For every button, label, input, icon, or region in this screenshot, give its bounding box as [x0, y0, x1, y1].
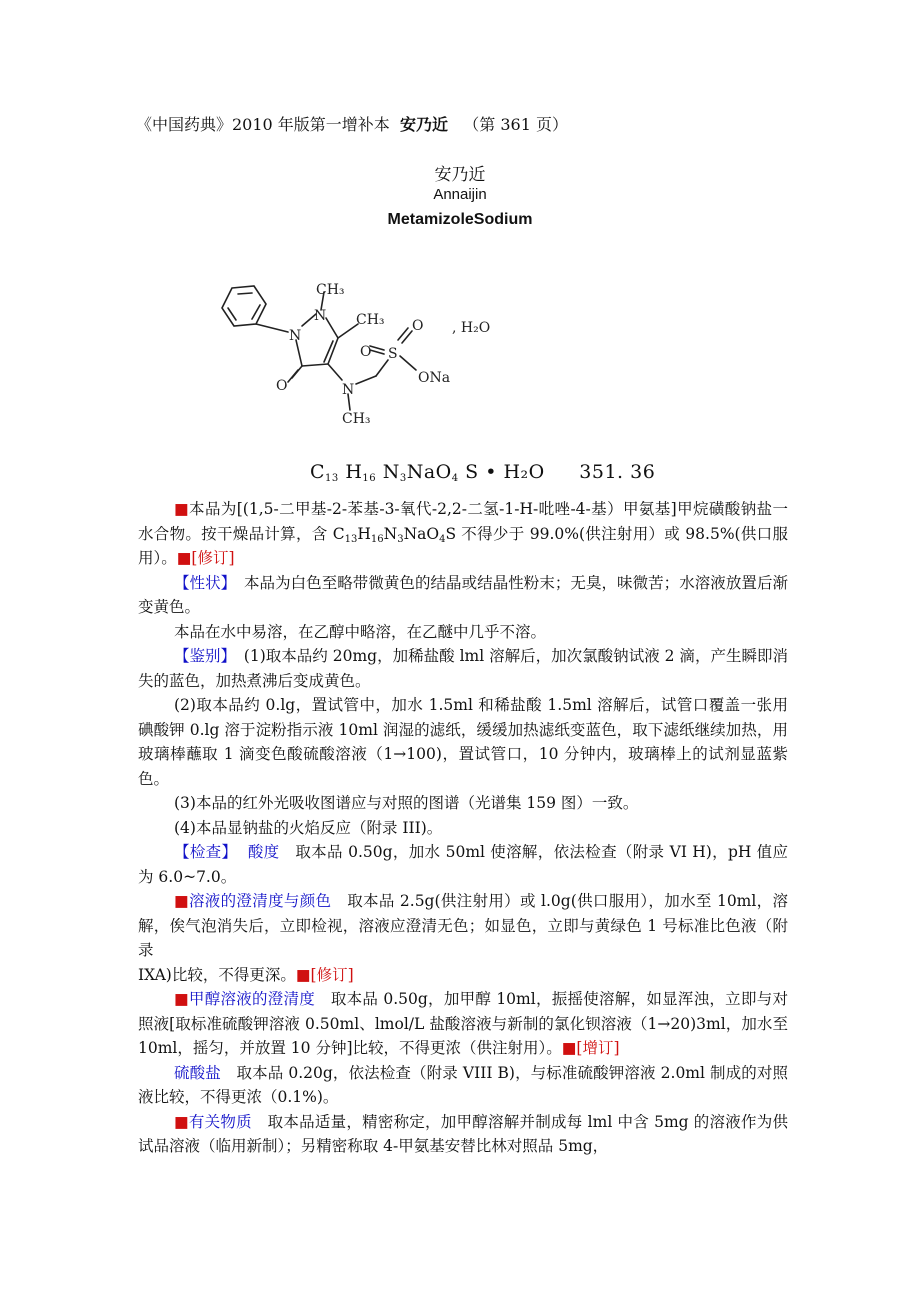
- solubility-paragraph: 本品在水中易溶，在乙醇中略溶，在乙醚中几乎不溶。: [174, 622, 547, 641]
- revision-tag: [修订]: [191, 549, 235, 567]
- molecular-weight: 351. 36: [579, 461, 656, 483]
- jianbie-paragraph-1: [138, 644, 788, 693]
- def-h: H: [357, 524, 371, 543]
- youguan-paragraph: [138, 1110, 788, 1159]
- jiancha-paragraph: [138, 840, 788, 889]
- def-na: NaO: [403, 524, 440, 543]
- chengqing-continuation: [138, 963, 788, 988]
- jianbie-paragraph-2: (2)取本品约 0.lg，置试管中，加水 1.5ml 和稀盐酸 1.5ml 溶解后，试管口覆盖一张用碘酸钾 0.lg 溶于淀粉指示液 10ml 润湿的滤纸，缓缓加热滤纸变蓝色，取下滤纸继续加热，用玻璃棒蘸取 1 滴变色酸硫酸溶液（1→100)，置试管口，10 分钟内，玻璃棒上的试剂显蓝紫色。: [138, 696, 788, 788]
- sulfonyl-o-top-label: O: [412, 318, 424, 334]
- marker-icon: ■: [174, 500, 190, 518]
- subsection-label-liusuanyan: 硫酸盐: [174, 1063, 221, 1082]
- section-label-jiancha: 【检查】: [174, 843, 238, 861]
- formula-s-h2o: S • H₂O: [465, 461, 545, 483]
- liusuanyan-paragraph: [138, 1061, 788, 1110]
- methyl-ring-label: CH₃: [356, 312, 385, 328]
- methyl-top-label: CH₃: [316, 282, 345, 298]
- def-o-sub: 4: [439, 533, 446, 545]
- marker-icon: ■: [295, 965, 311, 984]
- chengqing-text-b: IXA)比较，不得更深。: [138, 965, 296, 984]
- n1-label: N: [314, 308, 327, 324]
- amine-n-label: N: [342, 382, 355, 398]
- formula-n-sub: 3: [399, 473, 407, 484]
- oxo-label: O: [276, 378, 288, 394]
- header-source: 《中国药典》2010 年版第一增补本: [136, 115, 390, 134]
- revision-tag: [修订]: [310, 965, 354, 984]
- header-drug-name: 安乃近: [399, 115, 448, 134]
- formula-o-sub: 4: [451, 473, 459, 484]
- jiachun-text: 取本品 0.50g，加甲醇 10ml，振摇使溶解，如显浑浊，立即与对照液[取标准硫酸钾溶液 0.50ml、lmol/L 盐酸溶液与新制的氯化钡溶液（1→20)3ml，加水至 10ml，摇匀，并放置 10 分钟]比较，不得更浓（供注射用）。: [138, 990, 788, 1057]
- section-label-jianbie: 【鉴别】: [174, 647, 229, 665]
- formula-n: N: [382, 461, 400, 483]
- formula-h: H: [345, 461, 363, 483]
- marker-icon: ■: [174, 990, 189, 1008]
- formula-c-sub: 13: [325, 473, 339, 484]
- subsection-label-suandu: 酸度: [247, 843, 280, 861]
- jiachun-paragraph: [138, 987, 788, 1061]
- marker-icon: ■: [561, 1039, 577, 1057]
- def-n: N: [383, 524, 398, 543]
- def-h-sub: 16: [370, 533, 384, 545]
- n2-label: N: [289, 328, 302, 344]
- formula-h-sub: 16: [362, 473, 377, 484]
- ona-label: ONa: [418, 370, 451, 386]
- youguan-text: 取本品适量，精密称定，加甲醇溶解并制成每 lml 中含 5mg 的溶液作为供试品溶液（临用新制）；另精密称取 4-甲氨基安替比林对照品 5mg，: [138, 1112, 788, 1155]
- definition-paragraph: [138, 497, 788, 571]
- suandu-text: 取本品 0.50g，加水 50ml 使溶解，依法检查（附录 VI H)，pH 值应为 6.0~7.0。: [138, 843, 788, 886]
- amine-methyl-label: CH₃: [342, 411, 371, 427]
- liusuanyan-text: 取本品 0.20g，依法检查（附录 VIII B)，与标准硫酸钾溶液 2.0ml 制成的对照液比较，不得更浓（0.1%)。: [138, 1063, 788, 1106]
- def-c-sub: 13: [344, 533, 358, 545]
- sulfonyl-o-left-label: O: [360, 344, 372, 360]
- sulfur-label: S: [388, 346, 398, 362]
- definition-text-a: 本品为[(1,5-二甲基-2-苯基-3-氧代-2,2-二氢-1-H-吡唑-4-基）甲氨基]甲烷磺酸钠盐一水合物。按干燥品计算，含 C: [138, 500, 788, 543]
- chemical-structure-diagram: [190, 258, 650, 438]
- document-header: [136, 112, 568, 135]
- subsection-label-jiachun: 甲醇溶液的澄清度: [188, 990, 316, 1008]
- xingzhuang-paragraph: [138, 571, 788, 620]
- marker-icon: ■: [174, 892, 189, 910]
- marker-icon: ■: [174, 1112, 189, 1131]
- subsection-label-chengqing: 溶液的澄清度与颜色: [188, 892, 332, 910]
- section-label-xingzhuang: 【性状】: [174, 573, 229, 592]
- chengqing-text-a: 取本品 2.5g(供注射用）或 l.0g(供口服用），加水至 10ml，溶解，俟气泡消失后，立即检视，溶液应澄清无色；如显色，立即与黄绿色 1 号标准比色液（附录: [138, 892, 788, 959]
- xingzhuang-text: 本品为白色至略带微黄色的结晶或结晶性粉末；无臭，味微苦；水溶液放置后渐变黄色。: [138, 573, 788, 616]
- def-n-sub: 3: [397, 533, 404, 545]
- jianbie-paragraph-4: (4)本品显钠盐的火焰反应（附录 III)。: [174, 818, 443, 837]
- monograph-title-chinese: 安乃近: [434, 165, 486, 185]
- jianbie-paragraph-3: (3)本品的红外光吸收图谱应与对照的图谱（光谱集 159 图）一致。: [174, 794, 639, 812]
- definition-text-b: S 不得少于 99.0%(供注射用）或 98.5%(供口服用）。: [138, 524, 788, 567]
- jianbie-1-text: (1)取本品约 20mg，加稀盐酸 lml 溶解后，加次氯酸钠试液 2 滴，产生瞬即消失的蓝色，加热煮沸后变成黄色。: [138, 647, 788, 690]
- subsection-label-youguan: 有关物质: [188, 1112, 252, 1131]
- monograph-title-english: MetamizoleSodium: [387, 211, 533, 228]
- marker-icon: ■: [176, 549, 192, 567]
- formula-na: NaO: [406, 461, 452, 483]
- chengqing-paragraph: [138, 889, 788, 963]
- hydrate-label: , H₂O: [452, 320, 491, 336]
- formula-c: C: [310, 461, 326, 483]
- monograph-body: [138, 497, 788, 1159]
- addition-tag: [增订]: [576, 1039, 620, 1057]
- monograph-title-pinyin: Annaijin: [433, 186, 487, 203]
- molecular-formula: [310, 461, 655, 483]
- header-page: （第 361 页）: [463, 115, 568, 134]
